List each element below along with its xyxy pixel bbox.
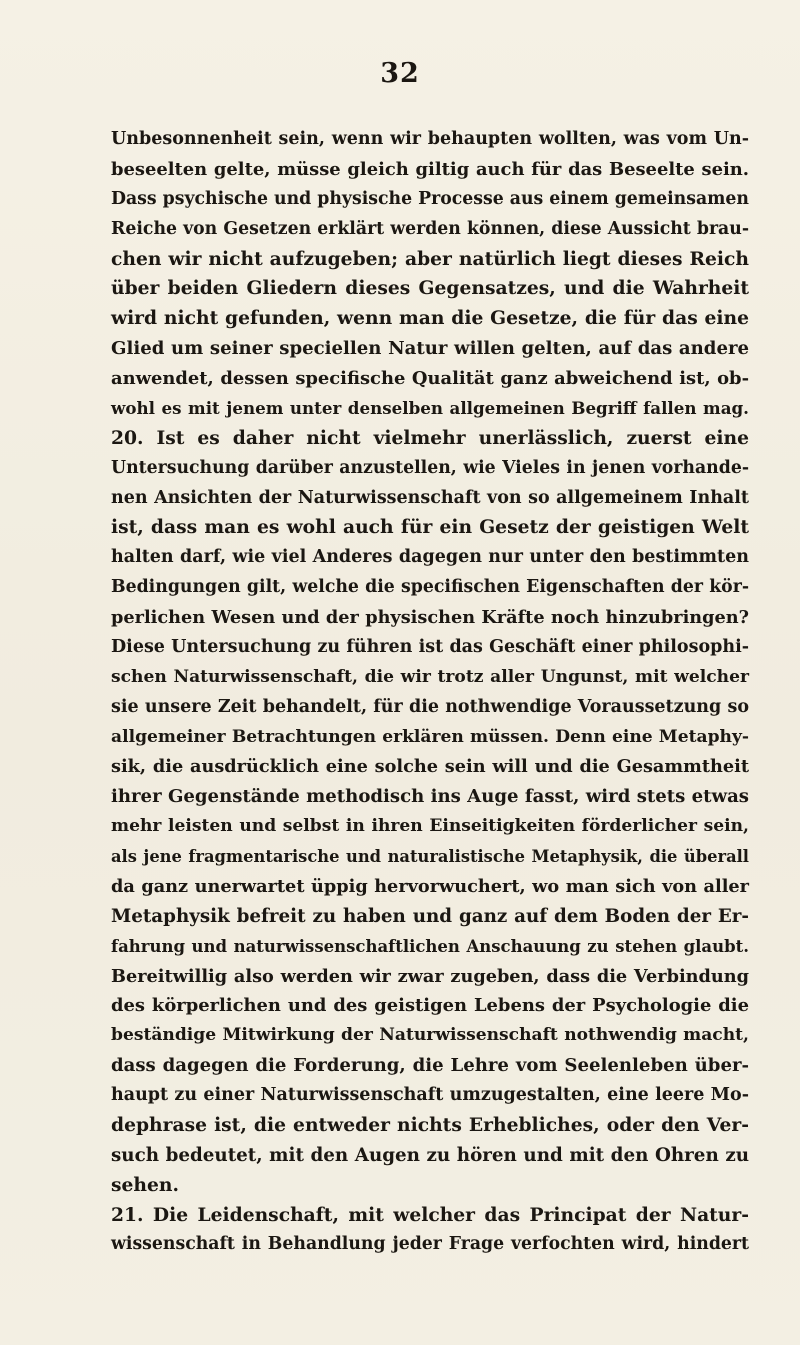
text-line: Reiche von Gesetzen erklärt werden können, diese Aussicht brau-: [111, 218, 749, 239]
text-line: such bedeutet, mit den Augen zu hören und mit den Ohren zu: [111, 1144, 749, 1166]
text-line: wissenschaft in Behandlung jeder Frage verfochten wird, hindert: [111, 1234, 749, 1255]
text-line: 20. Ist es daher nicht vielmehr unerlässlich, zuerst eine: [111, 426, 749, 449]
text-line: nen Ansichten der Naturwissenschaft von so allgemeinem Inhalt: [111, 487, 749, 508]
text-line: haupt zu einer Naturwissenschaft umzugestalten, eine leere Mo-: [111, 1085, 749, 1105]
text-line: schen Naturwissenschaft, die wir trotz aller Ungunst, mit welcher: [111, 666, 749, 687]
body-text: [111, 125, 749, 1260]
text-line: Dass psychische und physische Processe aus einem gemeinsamen: [111, 188, 749, 209]
text-line: sehen.: [111, 1173, 179, 1196]
text-line: wohl es mit jenem unter denselben allgemeinen Begriff fallen mag.: [111, 397, 749, 418]
text-line: da ganz unerwartet üppig hervorwuchert, wo man sich von aller: [111, 875, 749, 897]
text-line: Glied um seiner speciellen Natur willen gelten, auf das andere: [111, 338, 749, 360]
text-line: 21. Die Leidenschaft, mit welcher das Principat der Natur-: [111, 1203, 749, 1226]
text-line: anwendet, dessen specifische Qualität ganz abweichend ist, ob-: [111, 368, 749, 389]
text-line: dass dagegen die Forderung, die Lehre vom Seelenleben über-: [111, 1055, 749, 1077]
text-line: halten darf, wie viel Anderes dagegen nur unter den bestimmten: [111, 547, 749, 568]
text-line: chen wir nicht aufzugeben; aber natürlich liegt dieses Reich: [111, 247, 749, 270]
text-line: Unbesonnenheit sein, wenn wir behaupten wollten, was vom Un-: [111, 129, 749, 149]
text-line: dephrase ist, die entweder nichts Erhebliches, oder den Ver-: [111, 1113, 749, 1136]
text-line: Metaphysik befreit zu haben und ganz auf dem Boden der Er-: [111, 905, 749, 927]
text-line: mehr leisten und selbst in ihren Einseitigkeiten förderlicher sein,: [111, 816, 749, 837]
text-line: ist, dass man es wohl auch für ein Gesetz der geistigen Welt: [111, 516, 749, 539]
text-line: Bereitwillig also werden wir zwar zugeben, dass die Verbindung: [111, 965, 749, 987]
text-line: perlichen Wesen und der physischen Kräfte noch hinzubringen?: [111, 607, 749, 628]
text-line: beständige Mitwirkung der Naturwissenschaft nothwendig macht,: [111, 1025, 749, 1046]
text-line: über beiden Gliedern dieses Gegensatzes, und die Wahrheit: [111, 277, 749, 300]
text-line: allgemeiner Betrachtungen erklären müssen. Denn eine Metaphy-: [111, 726, 749, 747]
page-number: 32: [380, 58, 420, 89]
text-line: Bedingungen gilt, welche die specifischen Eigenschaften der kör-: [111, 577, 749, 598]
text-line: des körperlichen und des geistigen Lebens der Psychologie die: [111, 995, 749, 1017]
text-line: sie unsere Zeit behandelt, für die nothwendige Voraussetzung so: [111, 696, 749, 717]
text-line: sik, die ausdrücklich eine solche sein will und die Gesammtheit: [111, 756, 749, 778]
text-line: ihrer Gegenstände methodisch ins Auge fasst, wird stets etwas: [111, 786, 749, 808]
text-line: wird nicht gefunden, wenn man die Gesetze, die für das eine: [111, 307, 749, 330]
text-line: als jene fragmentarische und naturalistische Metaphysik, die überall: [111, 847, 749, 866]
text-line: Diese Untersuchung zu führen ist das Geschäft einer philosophi-: [111, 636, 749, 657]
text-line: fahrung und naturwissenschaftlichen Anschauung zu stehen glaubt.: [111, 936, 749, 956]
text-line: beseelten gelte, müsse gleich giltig auch für das Beseelte sein.: [111, 158, 749, 180]
text-line: Untersuchung darüber anzustellen, wie Vieles in jenen vorhande-: [111, 457, 749, 478]
